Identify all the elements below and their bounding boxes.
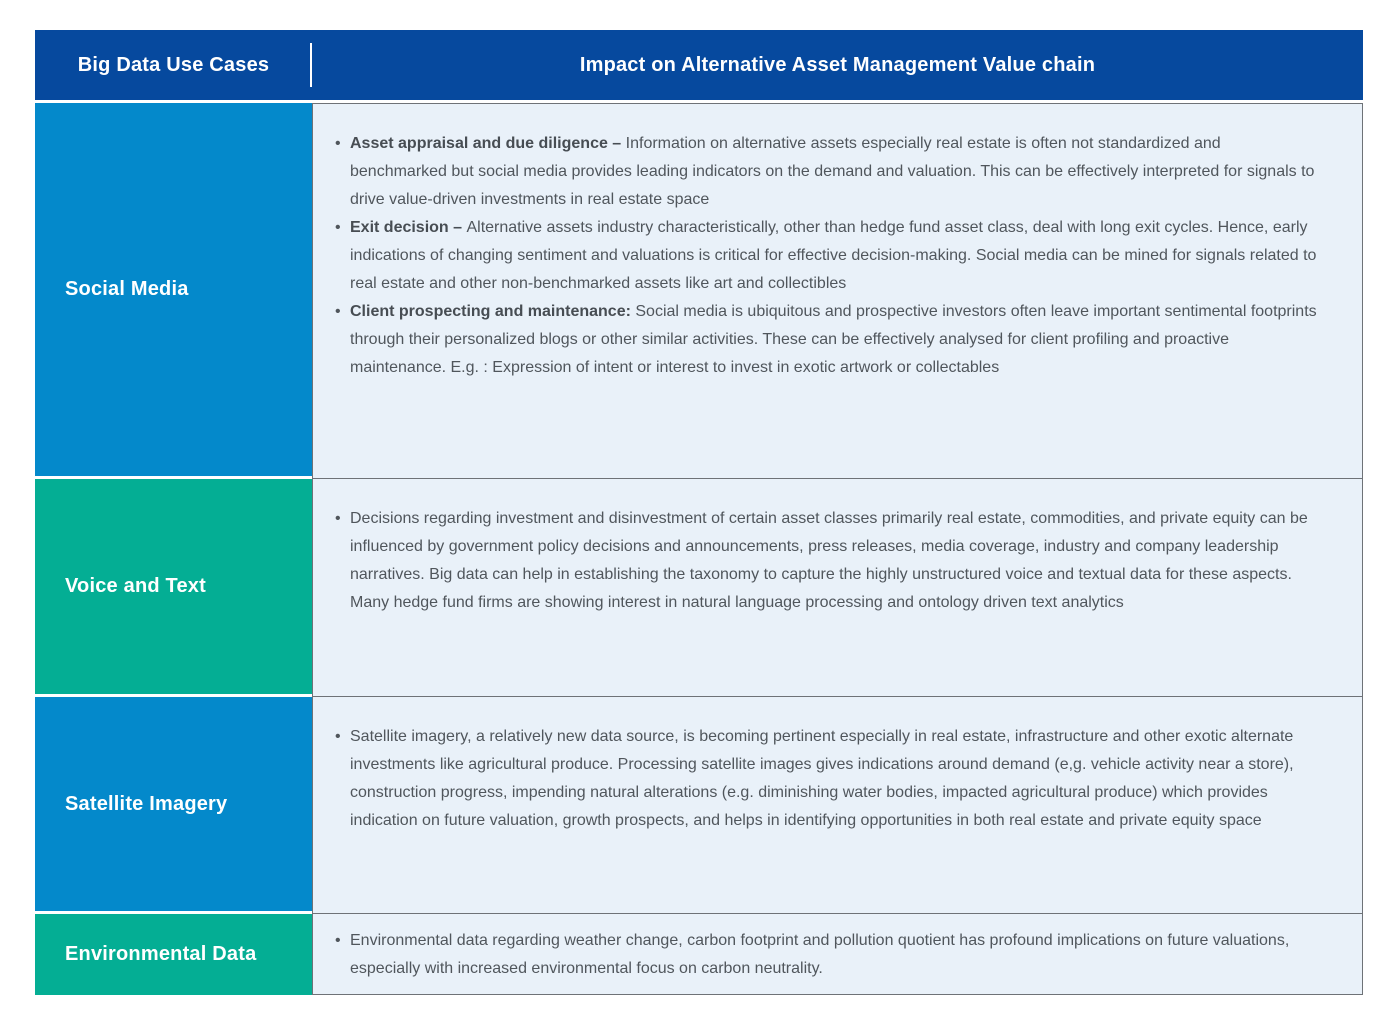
bullet-list bbox=[333, 927, 1318, 983]
table-row-social-media bbox=[35, 103, 1363, 479]
bullet-text: Information on alternative assets especially real estate is often not standardized and benchmarked but social media provides leading indicators on the demand and valuation. This can be effectively interpreted for signals to drive value-driven investments in real estate space bbox=[350, 135, 1315, 208]
bullet-bold-text: Exit decision – bbox=[350, 219, 467, 236]
bullet-text: Alternative assets industry characteristically, other than hedge fund asset class, deal with long exit cycles. Hence, early indications of changing sentiment and valuations is critical for effective decision-making. Social media can be mined for signals related to real estate and other non-benchmarked assets like art and collectibles bbox=[350, 219, 1317, 292]
table-header-row bbox=[35, 30, 1363, 100]
bullet-list bbox=[333, 723, 1318, 835]
row-label-social-media bbox=[35, 103, 312, 476]
big-data-use-cases-table bbox=[35, 30, 1363, 995]
bullet-item bbox=[333, 214, 1318, 298]
row-label-text: Satellite Imagery bbox=[65, 792, 228, 815]
bullet-text: Decisions regarding investment and disinvestment of certain asset classes primarily real estate, commodities, and private equity can be influenced by government policy decisions and announcements, press releases, media coverage, industry and company leadership narratives. Big data can help in establishing the taxonomy to capture the highly unstructured voice and textual data for these aspects. Many hedge fund firms are showing interest in natural language processing and ontology driven text analytics bbox=[350, 510, 1308, 611]
bullet-text: Environmental data regarding weather change, carbon footprint and pollution quotient has profound implications on future valuations, especially with increased environmental focus on carbon neutrality. bbox=[350, 932, 1290, 977]
row-content-social-media bbox=[312, 103, 1363, 479]
row-label-text: Environmental Data bbox=[65, 943, 257, 965]
row-content-voice-and-text bbox=[312, 479, 1363, 697]
row-label-voice-and-text bbox=[35, 479, 312, 694]
bullet-text: Satellite imagery, a relatively new data source, is becoming pertinent especially in real estate, infrastructure and other exotic alternate investments like agricultural produce. Processing satellite images gives indications around demand (e,g. vehicle activity near a store), construction progress, impending natural alterations (e.g. diminishing water bodies, impacted agricultural produce) which provides indication on future valuation, growth prospects, and helps in identifying opportunities in both real estate and private equity space bbox=[350, 728, 1294, 829]
bullet-text: Social media is ubiquitous and prospective investors often leave important sentimental footprints through their personalized blogs or other similar activities. These can be effectively analysed for client profiling and proactive maintenance. E.g. : Expression of intent or interest to invest in exotic artwork or collectables bbox=[350, 303, 1317, 376]
row-label-text: Voice and Text bbox=[65, 575, 206, 597]
bullet-item bbox=[333, 927, 1318, 983]
row-content-satellite-imagery bbox=[312, 697, 1363, 914]
table-row-satellite-imagery bbox=[35, 697, 1363, 914]
bullet-item bbox=[333, 505, 1318, 617]
bullet-item bbox=[333, 130, 1318, 214]
header-impact-label: Impact on Alternative Asset Management Value chain bbox=[579, 53, 1096, 76]
bullet-item bbox=[333, 298, 1318, 382]
table-row-voice-and-text bbox=[35, 479, 1363, 697]
bullet-list bbox=[333, 505, 1318, 617]
table-row-environmental-data bbox=[35, 914, 1363, 995]
header-column-divider bbox=[310, 43, 312, 87]
bullet-bold-text: Asset appraisal and due diligence – bbox=[350, 135, 626, 152]
bullet-bold-text: Client prospecting and maintenance: bbox=[350, 303, 636, 320]
row-label-text: Social Media bbox=[65, 278, 189, 300]
row-content-environmental-data bbox=[312, 914, 1363, 995]
row-label-environmental-data bbox=[35, 914, 312, 995]
bullet-item bbox=[333, 723, 1318, 835]
header-cell-use-cases bbox=[35, 30, 312, 100]
header-use-cases-label: Big Data Use Cases bbox=[77, 53, 270, 76]
header-cell-impact bbox=[312, 30, 1363, 100]
row-label-satellite-imagery bbox=[35, 697, 312, 911]
bullet-list bbox=[333, 130, 1318, 382]
